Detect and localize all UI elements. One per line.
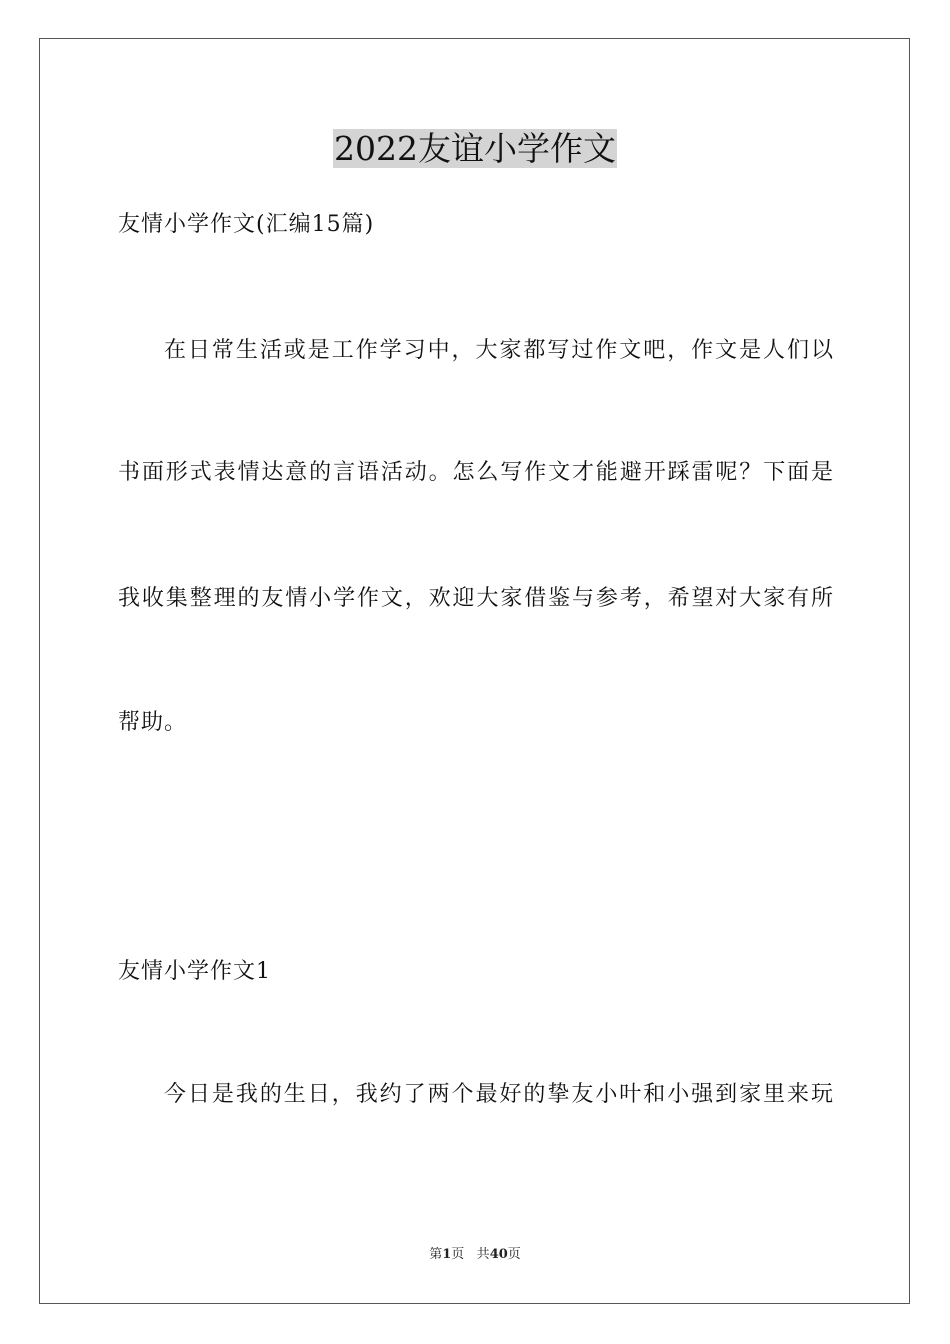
document-title-text: 2022友谊小学作文 — [334, 129, 616, 168]
intro-line-1: 在日常生活或是工作学习中，大家都写过作文吧，作文是人们以 — [164, 338, 834, 363]
section-heading: 友情小学作文1 — [118, 959, 271, 984]
footer-prefix: 第 — [429, 1247, 443, 1262]
section-first-line: 今日是我的生日，我约了两个最好的挚友小叶和小强到家里来玩 — [164, 1082, 834, 1107]
footer-current-page: 1 — [442, 1247, 452, 1262]
document-title — [0, 126, 950, 172]
intro-line-3: 我收集整理的友情小学作文，欢迎大家借鉴与参考，希望对大家有所 — [118, 586, 834, 611]
footer-total-prefix: 共 — [476, 1247, 490, 1262]
intro-line-2: 书面形式表情达意的言语活动。怎么写作文才能避开踩雷呢？下面是 — [118, 460, 834, 485]
document-subtitle: 友情小学作文(汇编15篇) — [118, 212, 375, 237]
footer-page-suffix: 页 — [451, 1247, 465, 1262]
page-footer — [0, 1246, 950, 1264]
footer-total-pages: 40 — [489, 1247, 508, 1262]
intro-line-4: 帮助。 — [118, 710, 188, 735]
footer-total-suffix: 页 — [507, 1247, 521, 1262]
